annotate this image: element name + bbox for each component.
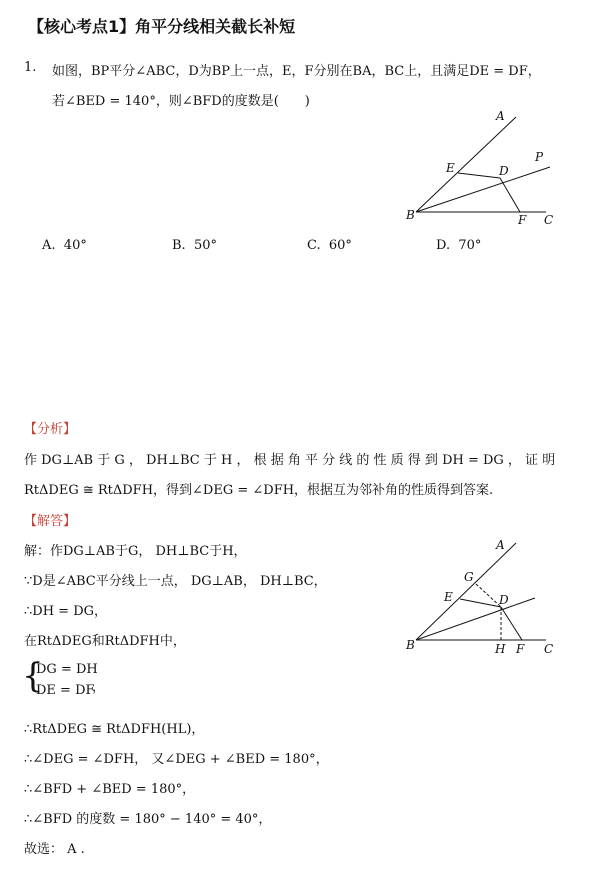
label-b: B <box>406 638 415 652</box>
label-g: G <box>464 570 474 584</box>
problem-number: 1. <box>24 60 37 75</box>
label-e: E <box>446 161 455 175</box>
option-c: C. 60° <box>307 238 352 253</box>
label-d: D <box>499 164 509 178</box>
label-a: A <box>496 109 505 123</box>
label-f: F <box>518 213 527 227</box>
label-c: C <box>544 213 554 227</box>
page-title: 【核心考点1】角平分线相关截长补短 <box>28 17 296 36</box>
solution-line-9: 故选： A . <box>24 842 85 857</box>
label-h: H <box>495 642 506 656</box>
solution-line-5: ∴RtΔDEG ≅ RtΔDFH(HL)， <box>24 722 205 737</box>
segment-df <box>500 178 520 212</box>
option-a: A. 40° <box>42 238 87 253</box>
solution-line-1: 解：作DG⊥AB于G， DH⊥BC于H， <box>24 544 247 559</box>
solution-line-3: ∴DH = DG， <box>24 604 107 619</box>
ray-bp <box>416 167 550 212</box>
label-e: E <box>444 590 453 604</box>
solution-line-6: ∴∠DEG = ∠DFH， 又∠DEG + ∠BED = 180°， <box>24 752 329 767</box>
solution-header: 【解答】 <box>24 514 77 529</box>
option-d: D. 70° <box>436 238 482 253</box>
problem-figure <box>400 105 570 230</box>
label-a: A <box>496 538 505 552</box>
solution-line-7: ∴∠BFD + ∠BED = 180°， <box>24 782 196 797</box>
solution-figure <box>400 535 570 660</box>
label-f: F <box>516 642 525 656</box>
label-b: B <box>406 208 415 222</box>
solution-line-4: 在RtΔDEG和RtΔDFH中， <box>24 634 186 649</box>
analysis-header: 【分析】 <box>24 422 77 437</box>
segment-de <box>458 173 500 178</box>
analysis-line-1: 作 DG⊥AB 于 G ， DH⊥BC 于 H ， 根 据 角 平 分 线 的 性 质 得 到 DH = DG ， 证 明 <box>24 453 556 468</box>
equation-brace: { <box>22 656 44 696</box>
solution-line-8: ∴∠BFD 的度数 = 180° − 140° = 40°， <box>24 812 272 827</box>
system-eq-2: DE = DF <box>36 683 95 698</box>
system-eq-1: DG = DH <box>36 662 98 677</box>
label-p: P <box>535 150 544 164</box>
solution-line-2: ∵D是∠ABC平分线上一点， DG⊥AB， DH⊥BC， <box>24 574 327 589</box>
ray-bp <box>416 598 535 640</box>
option-b: B. 50° <box>172 238 217 253</box>
ray-ba <box>416 543 516 640</box>
system-tail: ， <box>92 680 106 695</box>
segment-dg <box>476 584 501 607</box>
label-d: D <box>499 593 509 607</box>
analysis-line-2: RtΔDEG ≅ RtΔDFH，得到∠DEG = ∠DFH，根据互为邻补角的性质得到答案. <box>24 483 494 498</box>
problem-line-1: 如图，BP平分∠ABC，D为BP上一点，E，F分别在BA，BC上，且满足DE = DF， <box>52 64 541 79</box>
segment-df <box>501 607 522 640</box>
segment-de <box>460 599 501 607</box>
problem-line-2: 若∠BED = 140°，则∠BFD的度数是( ) <box>52 94 310 109</box>
label-c: C <box>544 642 554 656</box>
